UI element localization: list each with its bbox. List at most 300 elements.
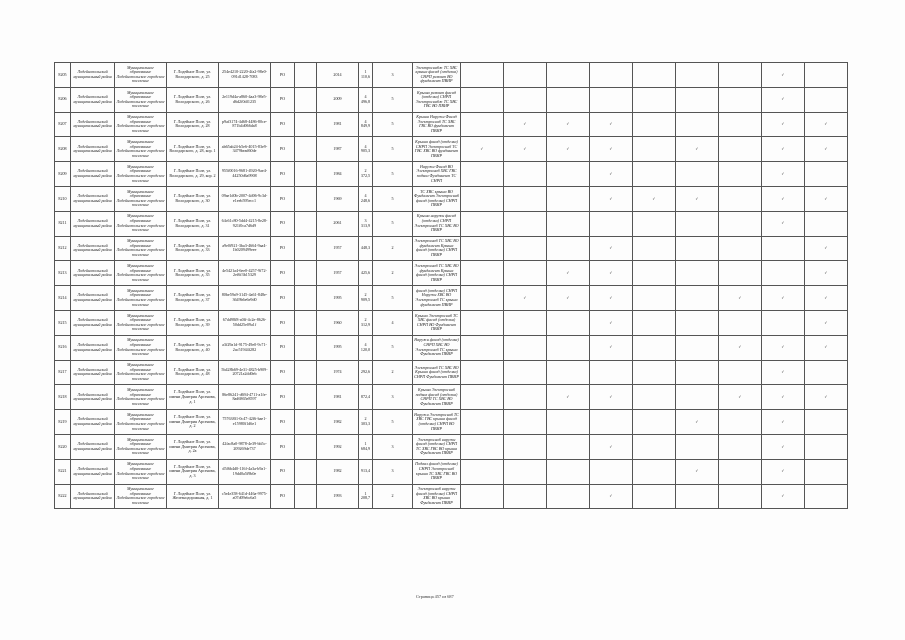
- row-year: 1993: [317, 484, 359, 509]
- row-blank: [295, 410, 317, 435]
- row-floors: 3: [373, 459, 413, 484]
- empty-check-cell: [719, 137, 762, 162]
- row-address: Г. Лодейное Поле, ул. Володарского, д. 26: [167, 87, 219, 112]
- check-mark-icon: ✓: [590, 484, 633, 509]
- row-address: Г. Лодейное Поле, ул. Володарского, д. 33: [167, 236, 219, 261]
- row-area: 425,6: [359, 261, 373, 286]
- row-id: 8211: [55, 211, 71, 236]
- row-address: Г. Лодейное Поле, ул. имени Дмитрия Арсенова, д. 2: [167, 410, 219, 435]
- row-works: Электроснаб наружн фасад (отделка) СНРП ХВС ВО крыша Фундамент ПВИР: [413, 484, 461, 509]
- empty-check-cell: [547, 434, 590, 459]
- row-municipality: Муниципальное образование Лодейнопольское городское поселение: [115, 385, 167, 410]
- row-guid: ab65ab24-b5e6-4015-83e9-3479bead60de: [219, 137, 271, 162]
- check-mark-icon: ✓: [719, 286, 762, 311]
- empty-check-cell: [461, 459, 504, 484]
- empty-check-cell: [633, 286, 676, 311]
- empty-check-cell: [719, 87, 762, 112]
- row-floors: 2: [373, 261, 413, 286]
- row-id: 8206: [55, 87, 71, 112]
- row-works: Электроснабж ТС ХВС крыша фасад (отделка) СНРП ремонт ВО фундамент ПВИР: [413, 63, 461, 88]
- row-floors: 5: [373, 286, 413, 311]
- row-year: 1992: [317, 434, 359, 459]
- row-blank: [295, 87, 317, 112]
- check-mark-icon: ✓: [762, 63, 805, 88]
- empty-check-cell: [719, 410, 762, 435]
- row-guid: c5e4e358-641d-446a-9975-a07d09ebc6a5: [219, 484, 271, 509]
- row-blank: [295, 112, 317, 137]
- empty-check-cell: [633, 112, 676, 137]
- row-floors: 2: [373, 360, 413, 385]
- check-mark-icon: ✓: [590, 112, 633, 137]
- row-district: Лодейнопольский муниципальный район: [71, 112, 115, 137]
- row-blank: [295, 360, 317, 385]
- row-works: Электроснаб наружн фасад (отделка) СНРП ТС ХВС ГВС ВО крыша Фундамент ПВИР: [413, 434, 461, 459]
- empty-check-cell: [504, 335, 547, 360]
- row-municipality: Муниципальное образование Лодейнопольское городское поселение: [115, 112, 167, 137]
- row-blank: [295, 162, 317, 187]
- row-id: 8219: [55, 410, 71, 435]
- row-area: 4 849,9: [359, 112, 373, 137]
- empty-check-cell: [719, 310, 762, 335]
- row-district: Лодейнопольский муниципальный район: [71, 236, 115, 261]
- row-area: 4 905,3: [359, 137, 373, 162]
- empty-check-cell: [547, 162, 590, 187]
- row-form: РО: [271, 137, 295, 162]
- empty-check-cell: [547, 410, 590, 435]
- row-district: Лодейнопольский муниципальный район: [71, 286, 115, 311]
- empty-check-cell: [633, 87, 676, 112]
- row-district: Лодейнопольский муниципальный район: [71, 186, 115, 211]
- row-guid: 955f0016-9681-4920-9ae4-44250d6a9908: [219, 162, 271, 187]
- check-mark-icon: ✓: [762, 186, 805, 211]
- check-mark-icon: ✓: [590, 186, 633, 211]
- row-form: РО: [271, 63, 295, 88]
- empty-check-cell: [461, 211, 504, 236]
- empty-check-cell: [676, 335, 719, 360]
- row-area: 2 372,5: [359, 162, 373, 187]
- row-address: Г. Лодейное Поле, ул. Володарского, д. 37: [167, 286, 219, 311]
- row-guid: a3f29a1d-9175-49e0-9c71-2ac51944f282: [219, 335, 271, 360]
- empty-check-cell: [762, 261, 805, 286]
- row-municipality: Муниципальное образование Лодейнопольское городское поселение: [115, 87, 167, 112]
- row-area: 1 684,9: [359, 434, 373, 459]
- empty-check-cell: [719, 261, 762, 286]
- empty-check-cell: [633, 360, 676, 385]
- empty-check-cell: [504, 434, 547, 459]
- row-area: 1 208,7: [359, 484, 373, 509]
- empty-check-cell: [590, 459, 633, 484]
- row-address: Г. Лодейное Поле, ул. Володарского, д. 29, кор. 2: [167, 162, 219, 187]
- row-form: РО: [271, 385, 295, 410]
- row-district: Лодейнопольский муниципальный район: [71, 137, 115, 162]
- row-year: 1982: [317, 410, 359, 435]
- check-mark-icon: ✓: [547, 137, 590, 162]
- row-district: Лодейнопольский муниципальный район: [71, 484, 115, 509]
- table-row: [55, 63, 848, 88]
- row-floors: 2: [373, 484, 413, 509]
- empty-check-cell: [504, 261, 547, 286]
- row-id: 8205: [55, 63, 71, 88]
- row-address: Г. Лодейное Поле, ул. Железнодорожная, д. 1: [167, 484, 219, 509]
- check-mark-icon: ✓: [805, 261, 848, 286]
- empty-check-cell: [762, 310, 805, 335]
- empty-check-cell: [461, 434, 504, 459]
- row-district: Лодейнопольский муниципальный район: [71, 410, 115, 435]
- row-works: Крыша Электроснаб подвал фасад (отделка) СНРП ТС ХВС ВО Фундамент ПВИР: [413, 385, 461, 410]
- empty-check-cell: [547, 335, 590, 360]
- row-blank: [295, 137, 317, 162]
- empty-check-cell: [676, 162, 719, 187]
- empty-check-cell: [719, 211, 762, 236]
- empty-check-cell: [719, 459, 762, 484]
- row-works: Наружн Электроснаб ТС ХВС ГВС крыша фасад (отделка) СНРП ВО ПВИР: [413, 410, 461, 435]
- empty-check-cell: [676, 286, 719, 311]
- row-floors: 5: [373, 137, 413, 162]
- empty-check-cell: [504, 186, 547, 211]
- empty-check-cell: [633, 211, 676, 236]
- row-guid: 64c61c80-5dd4-4215-8e28-921f0ca7d6d9: [219, 211, 271, 236]
- table-row: [55, 335, 848, 360]
- check-mark-icon: ✓: [805, 236, 848, 261]
- row-address: Г. Лодейное Поле, ул. имени Дмитрия Арсенова, д. 1: [167, 385, 219, 410]
- table-row: [55, 137, 848, 162]
- empty-check-cell: [676, 236, 719, 261]
- row-form: РО: [271, 236, 295, 261]
- row-district: Лодейнопольский муниципальный район: [71, 434, 115, 459]
- empty-check-cell: [547, 310, 590, 335]
- check-mark-icon: ✓: [590, 286, 633, 311]
- empty-check-cell: [461, 286, 504, 311]
- registry-table: [54, 62, 848, 509]
- row-works: Крыша фасад (отделка) СНРП Электроснаб ТС ГВС ХВС ВО фундамент ПВИР: [413, 137, 461, 162]
- check-mark-icon: ✓: [547, 112, 590, 137]
- row-floors: 5: [373, 112, 413, 137]
- table-row: [55, 261, 848, 286]
- check-mark-icon: ✓: [805, 286, 848, 311]
- row-year: 1957: [317, 261, 359, 286]
- row-blank: [295, 434, 317, 459]
- empty-check-cell: [805, 410, 848, 435]
- empty-check-cell: [719, 360, 762, 385]
- row-blank: [295, 335, 317, 360]
- check-mark-icon: ✓: [547, 385, 590, 410]
- row-area: 913,4: [359, 459, 373, 484]
- empty-check-cell: [805, 211, 848, 236]
- row-floors: 5: [373, 335, 413, 360]
- empty-check-cell: [590, 87, 633, 112]
- empty-check-cell: [676, 484, 719, 509]
- empty-check-cell: [676, 63, 719, 88]
- row-works: Крыша ремонт фасад (отделка) СНРП Электроснабж ТС ХВС ГВС ВО ПВИР: [413, 87, 461, 112]
- row-area: 4 248,6: [359, 186, 373, 211]
- empty-check-cell: [805, 434, 848, 459]
- row-id: 8222: [55, 484, 71, 509]
- row-floors: 2: [373, 236, 413, 261]
- row-guid: 5b428b69-4e31-4825-b909-20721a2dd0eb: [219, 360, 271, 385]
- row-area: 1 110,6: [359, 63, 373, 88]
- check-mark-icon: ✓: [547, 261, 590, 286]
- check-mark-icon: ✓: [805, 335, 848, 360]
- row-form: РО: [271, 211, 295, 236]
- empty-check-cell: [719, 236, 762, 261]
- row-district: Лодейнопольский муниципальный район: [71, 63, 115, 88]
- row-form: РО: [271, 335, 295, 360]
- row-guid: 09ae1d0b-2007-4d06-9c3d-e1eeb595ecc1: [219, 186, 271, 211]
- empty-check-cell: [805, 63, 848, 88]
- table-row: [55, 162, 848, 187]
- empty-check-cell: [719, 434, 762, 459]
- empty-check-cell: [504, 484, 547, 509]
- page-number: Страница 457 из 687: [416, 594, 454, 599]
- row-address: Г. Лодейное Поле, ул. Володарского, д. 25: [167, 63, 219, 88]
- empty-check-cell: [547, 186, 590, 211]
- empty-check-cell: [590, 410, 633, 435]
- row-works: фасад (отделка) СНРП Наружн ХВС ВО Электроснаб ТС крыша фундамент ПВИР: [413, 286, 461, 311]
- empty-check-cell: [633, 484, 676, 509]
- empty-check-cell: [590, 211, 633, 236]
- row-area: 872,4: [359, 385, 373, 410]
- row-district: Лодейнопольский муниципальный район: [71, 211, 115, 236]
- check-mark-icon: ✓: [504, 286, 547, 311]
- empty-check-cell: [676, 112, 719, 137]
- empty-check-cell: [676, 310, 719, 335]
- check-mark-icon: ✓: [590, 385, 633, 410]
- row-year: 1957: [317, 236, 359, 261]
- row-floors: 5: [373, 211, 413, 236]
- table-row: [55, 484, 848, 509]
- row-blank: [295, 261, 317, 286]
- empty-check-cell: [504, 87, 547, 112]
- empty-check-cell: [504, 236, 547, 261]
- check-mark-icon: ✓: [762, 410, 805, 435]
- row-address: Г. Лодейное Поле, ул. Володарского, д. 28, кор. 1: [167, 137, 219, 162]
- table-row: [55, 360, 848, 385]
- empty-check-cell: [676, 261, 719, 286]
- check-mark-icon: ✓: [762, 459, 805, 484]
- row-id: 8218: [55, 385, 71, 410]
- check-mark-icon: ✓: [805, 186, 848, 211]
- row-year: 1981: [317, 385, 359, 410]
- row-area: 2 909,5: [359, 286, 373, 311]
- row-form: РО: [271, 162, 295, 187]
- row-floors: 3: [373, 434, 413, 459]
- row-municipality: Муниципальное образование Лодейнопольское городское поселение: [115, 459, 167, 484]
- row-floors: 3: [373, 63, 413, 88]
- row-area: 3 313,9: [359, 211, 373, 236]
- empty-check-cell: [547, 211, 590, 236]
- row-year: 1995: [317, 286, 359, 311]
- empty-check-cell: [633, 261, 676, 286]
- check-mark-icon: ✓: [590, 137, 633, 162]
- check-mark-icon: ✓: [762, 434, 805, 459]
- row-form: РО: [271, 112, 295, 137]
- row-form: РО: [271, 484, 295, 509]
- empty-check-cell: [504, 459, 547, 484]
- empty-check-cell: [504, 410, 547, 435]
- empty-check-cell: [805, 484, 848, 509]
- row-form: РО: [271, 186, 295, 211]
- row-guid: 4e5421a4-6ee0-4257-9f72-2ef6f3b15329: [219, 261, 271, 286]
- check-mark-icon: ✓: [762, 385, 805, 410]
- empty-check-cell: [590, 63, 633, 88]
- empty-check-cell: [676, 385, 719, 410]
- row-id: 8207: [55, 112, 71, 137]
- empty-check-cell: [547, 87, 590, 112]
- row-floors: 5: [373, 87, 413, 112]
- check-mark-icon: ✓: [590, 261, 633, 286]
- check-mark-icon: ✓: [762, 286, 805, 311]
- empty-check-cell: [719, 112, 762, 137]
- row-year: 1960: [317, 310, 359, 335]
- row-guid: 2e119d4a-a860-4aa3-98e5-d6d2f0df1235: [219, 87, 271, 112]
- row-id: 8217: [55, 360, 71, 385]
- row-form: РО: [271, 360, 295, 385]
- table-row: [55, 410, 848, 435]
- row-district: Лодейнопольский муниципальный район: [71, 459, 115, 484]
- empty-check-cell: [461, 310, 504, 335]
- empty-check-cell: [805, 459, 848, 484]
- row-works: Подвал фасад (отделка) СНРП Электроснаб крыша ТС ХВС ГВС ВО ПВИР: [413, 459, 461, 484]
- row-area: 2 303,3: [359, 410, 373, 435]
- check-mark-icon: ✓: [762, 360, 805, 385]
- check-mark-icon: ✓: [762, 162, 805, 187]
- check-mark-icon: ✓: [504, 137, 547, 162]
- row-blank: [295, 459, 317, 484]
- row-year: 1987: [317, 137, 359, 162]
- row-district: Лодейнопольский муниципальный район: [71, 261, 115, 286]
- empty-check-cell: [504, 385, 547, 410]
- row-works: Электроснаб ТС ХВС ВО фундамент Крыша фасад (отделка) СНРП ПВИР: [413, 236, 461, 261]
- row-blank: [295, 385, 317, 410]
- check-mark-icon: ✓: [590, 310, 633, 335]
- row-works: Электроснаб ТС ХВС ВО Крыша фасад (отделка) СНРП Фундамент ПВИР: [413, 360, 461, 385]
- check-mark-icon: ✓: [805, 310, 848, 335]
- row-works: Наружн Фасад ВО Электроснаб ХВС ГВС подвал Фундамент ТС СНРП: [413, 162, 461, 187]
- row-address: Г. Лодейное Поле, ул. имени Дмитрия Арсенова, д. 2а: [167, 434, 219, 459]
- check-mark-icon: ✓: [805, 137, 848, 162]
- empty-check-cell: [547, 63, 590, 88]
- empty-check-cell: [719, 484, 762, 509]
- row-municipality: Муниципальное образование Лодейнопольское городское поселение: [115, 410, 167, 435]
- check-mark-icon: ✓: [762, 87, 805, 112]
- row-floors: 3: [373, 385, 413, 410]
- empty-check-cell: [676, 87, 719, 112]
- row-guid: p9af3174-4d68-4486-80ce-871b4d066da8: [219, 112, 271, 137]
- table-row: [55, 211, 848, 236]
- row-floors: 4: [373, 310, 413, 335]
- row-municipality: Муниципальное образование Лодейнопольское городское поселение: [115, 162, 167, 187]
- empty-check-cell: [805, 162, 848, 187]
- empty-check-cell: [633, 410, 676, 435]
- row-id: 8215: [55, 310, 71, 335]
- row-area: 2 312,9: [359, 310, 373, 335]
- row-guid: 42fac8a0-9878-4e39-bb5c-209269de737: [219, 434, 271, 459]
- table-row: [55, 112, 848, 137]
- row-municipality: Муниципальное образование Лодейнопольское городское поселение: [115, 63, 167, 88]
- row-works: ТС ХВС крыша ВО Фундамент Электроснаб фасад (отделка) СНРП ПВИР: [413, 186, 461, 211]
- table-row: [55, 310, 848, 335]
- empty-check-cell: [504, 162, 547, 187]
- row-floors: 5: [373, 162, 413, 187]
- row-form: РО: [271, 261, 295, 286]
- row-blank: [295, 186, 317, 211]
- row-guid: 67dd98f8-a0ff-4c2e-8626-50dd25e09a1f: [219, 310, 271, 335]
- table-row: [55, 459, 848, 484]
- row-id: 8221: [55, 459, 71, 484]
- empty-check-cell: [547, 484, 590, 509]
- empty-check-cell: [719, 162, 762, 187]
- row-district: Лодейнопольский муниципальный район: [71, 87, 115, 112]
- row-year: 1984: [317, 162, 359, 187]
- empty-check-cell: [676, 360, 719, 385]
- row-guid: d5f6b4d0-116f-4a3a-b9a1-19dd0a5f9b0e: [219, 459, 271, 484]
- row-id: 8212: [55, 236, 71, 261]
- empty-check-cell: [633, 162, 676, 187]
- check-mark-icon: ✓: [719, 335, 762, 360]
- empty-check-cell: [547, 360, 590, 385]
- row-address: Г. Лодейное Поле, ул. Володарского, д. 30: [167, 186, 219, 211]
- table-row: [55, 434, 848, 459]
- empty-check-cell: [633, 459, 676, 484]
- empty-check-cell: [504, 310, 547, 335]
- check-mark-icon: ✓: [590, 236, 633, 261]
- row-blank: [295, 236, 317, 261]
- row-blank: [295, 484, 317, 509]
- empty-check-cell: [719, 186, 762, 211]
- table-row: [55, 186, 848, 211]
- empty-check-cell: [633, 63, 676, 88]
- row-municipality: Муниципальное образование Лодейнопольское городское поселение: [115, 186, 167, 211]
- row-year: 1981: [317, 112, 359, 137]
- empty-check-cell: [461, 261, 504, 286]
- check-mark-icon: ✓: [461, 137, 504, 162]
- row-municipality: Муниципальное образование Лодейнопольское городское поселение: [115, 360, 167, 385]
- row-id: 8208: [55, 137, 71, 162]
- empty-check-cell: [633, 236, 676, 261]
- row-blank: [295, 211, 317, 236]
- check-mark-icon: ✓: [762, 112, 805, 137]
- check-mark-icon: ✓: [719, 385, 762, 410]
- check-mark-icon: ✓: [590, 162, 633, 187]
- check-mark-icon: ✓: [762, 335, 805, 360]
- table-row: [55, 87, 848, 112]
- empty-check-cell: [633, 335, 676, 360]
- empty-check-cell: [504, 211, 547, 236]
- row-form: РО: [271, 87, 295, 112]
- row-form: РО: [271, 410, 295, 435]
- row-area: 448,3: [359, 236, 373, 261]
- empty-check-cell: [590, 360, 633, 385]
- row-id: 8209: [55, 162, 71, 187]
- row-id: 8214: [55, 286, 71, 311]
- row-municipality: Муниципальное образование Лодейнопольское городское поселение: [115, 137, 167, 162]
- table-row: [55, 385, 848, 410]
- row-address: Г. Лодейное Поле, ул. Володарского, д. 35: [167, 261, 219, 286]
- check-mark-icon: ✓: [676, 137, 719, 162]
- empty-check-cell: [504, 63, 547, 88]
- row-municipality: Муниципальное образование Лодейнопольское городское поселение: [115, 335, 167, 360]
- row-blank: [295, 310, 317, 335]
- row-municipality: Муниципальное образование Лодейнопольское городское поселение: [115, 484, 167, 509]
- empty-check-cell: [461, 335, 504, 360]
- empty-check-cell: [547, 459, 590, 484]
- row-form: РО: [271, 310, 295, 335]
- empty-check-cell: [633, 310, 676, 335]
- table-row: [55, 236, 848, 261]
- row-works: Крыша наружн фасад (отделка) СНРП Электроснаб ТС ХВС ВО ПВИР: [413, 211, 461, 236]
- row-floors: 5: [373, 186, 413, 211]
- empty-check-cell: [805, 360, 848, 385]
